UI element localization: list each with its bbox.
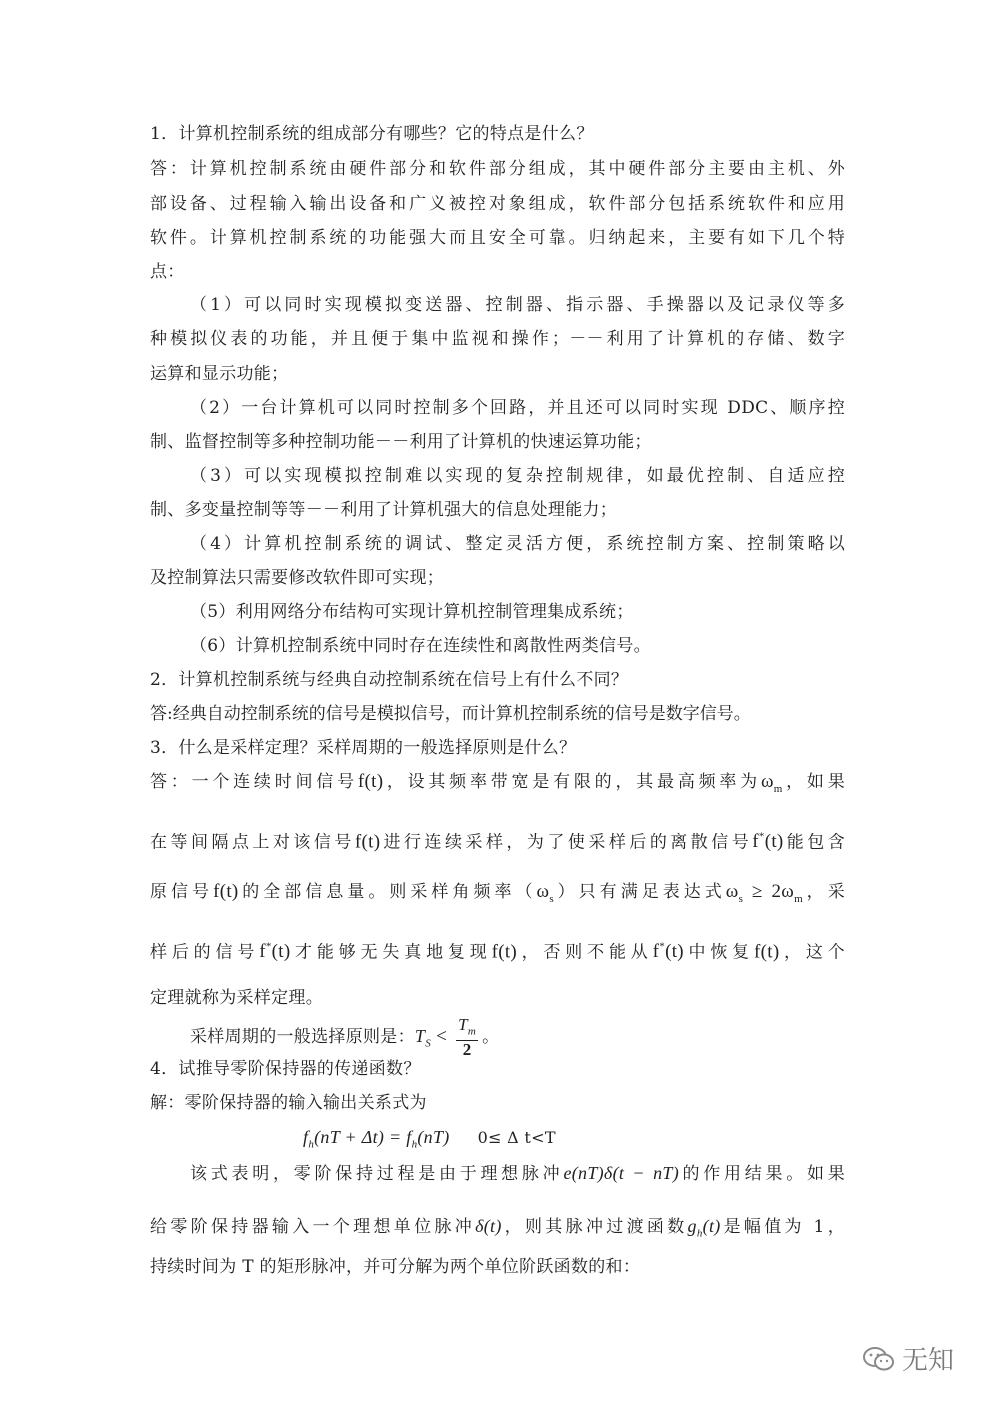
q3-sampling-rule: 采样周期的一般选择原则是：$T_S$ < $\frac{T_m}{2}$ 。 [190,1014,500,1060]
q4-explanation-line-1: 该式表明，零阶保持过程是由于理想脉冲e(nT)δ(t − nT)的作用结果。如果 [190,1163,845,1184]
q1-point-4-line-2: 及控制算法只需要修改软件即可实现； [150,568,445,588]
sampling-fraction: $\frac{T_m}{2}$ [458,1014,477,1060]
q1-point-2-line-1: （2）一台计算机可以同时控制多个回路，并且还可以同时实现 DDC、顺序控 [190,398,845,418]
q3-answer-line-3: 原信号f(t)的全部信息量。则采样角频率$(\omega_s)$只有满足表达式$\omega_s \ge 2\omega_m$，采 [150,881,845,905]
q2-answer: 答:经典自动控制系统的信号是模拟信号，而计算机控制系统的信号是数字信号。 [150,704,751,724]
q3-answer-line-1: 答：一个连续时间信号f(t)，设其频率带宽是有限的，其最高频率为$\omega_m$，如果 [150,771,845,795]
q1-point-3-line-2: 制、多变量控制等等－－利用了计算机强大的信息处理能力； [150,500,618,520]
question-4-title: 4．试推导零阶保持器的传递函数？ [150,1059,421,1079]
q4-solution-intro: 解：零阶保持器的输入输出关系式为 [150,1093,427,1113]
q4-explanation-line-3: 持续时间为 T 的矩形脉冲，并可分解为两个单位阶跃函数的和： [150,1257,641,1277]
q1-answer-line-2: 部设备、过程输入输出设备和广义被控对象组成，软件部分包括系统软件和应用 [150,194,845,214]
q1-point-6: （6）计算机控制系统中同时存在连续性和离散性两类信号。 [190,636,651,656]
q1-point-1-line-2: 种模拟仪表的功能，并且便于集中监视和操作；－－利用了计算机的存储、数字 [150,329,845,349]
q1-point-2-line-2: 制、监督控制等多种控制功能－－利用了计算机的快速运算功能； [150,432,652,452]
question-2-title: 2．计算机控制系统与经典自动控制系统在信号上有什么不同？ [150,670,629,690]
q1-point-3-line-1: （3）可以实现模拟控制难以实现的复杂控制规律，如最优控制、自适应控 [190,466,845,486]
question-1-title: 1．计算机控制系统的组成部分有哪些？它的特点是什么？ [150,124,594,144]
q1-point-4-line-1: （4）计算机控制系统的调试、整定灵活方便，系统控制方案、控制策略以 [190,534,845,554]
watermark [862,1340,954,1377]
q1-point-1-line-1: （1）可以同时实现模拟变送器、控制器、指示器、手操器以及记录仪等多 [190,295,845,315]
q3-answer-line-2: 在等间隔点上对该信号f(t)进行连续采样，为了使采样后的离散信号f*(t)能包含 [150,831,846,853]
q1-point-5: （5）利用网络分布结构可实现计算机控制管理集成系统； [190,602,634,622]
q1-answer-line-3: 软件。计算机控制系统的功能强大而且安全可靠。归纳起来，主要有如下几个特 [150,228,845,248]
wechat-icon [862,1345,896,1373]
q3-answer-line-5: 定理就称为采样定理。 [150,988,323,1008]
watermark-text: 无知 [902,1346,955,1376]
q3-answer-line-4: 样后的信号f*(t)才能够无失真地复现f(t)，否则不能从f*(t)中恢复f(t)，这个 [150,941,845,963]
q1-answer-line-1: 答：计算机控制系统由硬件部分和软件部分组成，其中硬件部分主要由主机、外 [150,159,845,179]
q1-point-1-line-3: 运算和显示功能； [150,364,289,384]
zero-order-hold-equation: $f_h(nT + \Delta t) = f_h(nT)$ 0≤ Δ t<T [303,1127,556,1151]
q4-explanation-line-2: 给零阶保持器输入一个理想单位脉冲δ(t)，则其脉冲过渡函数$g_h(t)$是幅值为 1， [150,1216,845,1240]
q1-answer-line-4: 点： [150,262,185,282]
question-3-title: 3．什么是采样定理？采样周期的一般选择原则是什么？ [150,738,577,758]
